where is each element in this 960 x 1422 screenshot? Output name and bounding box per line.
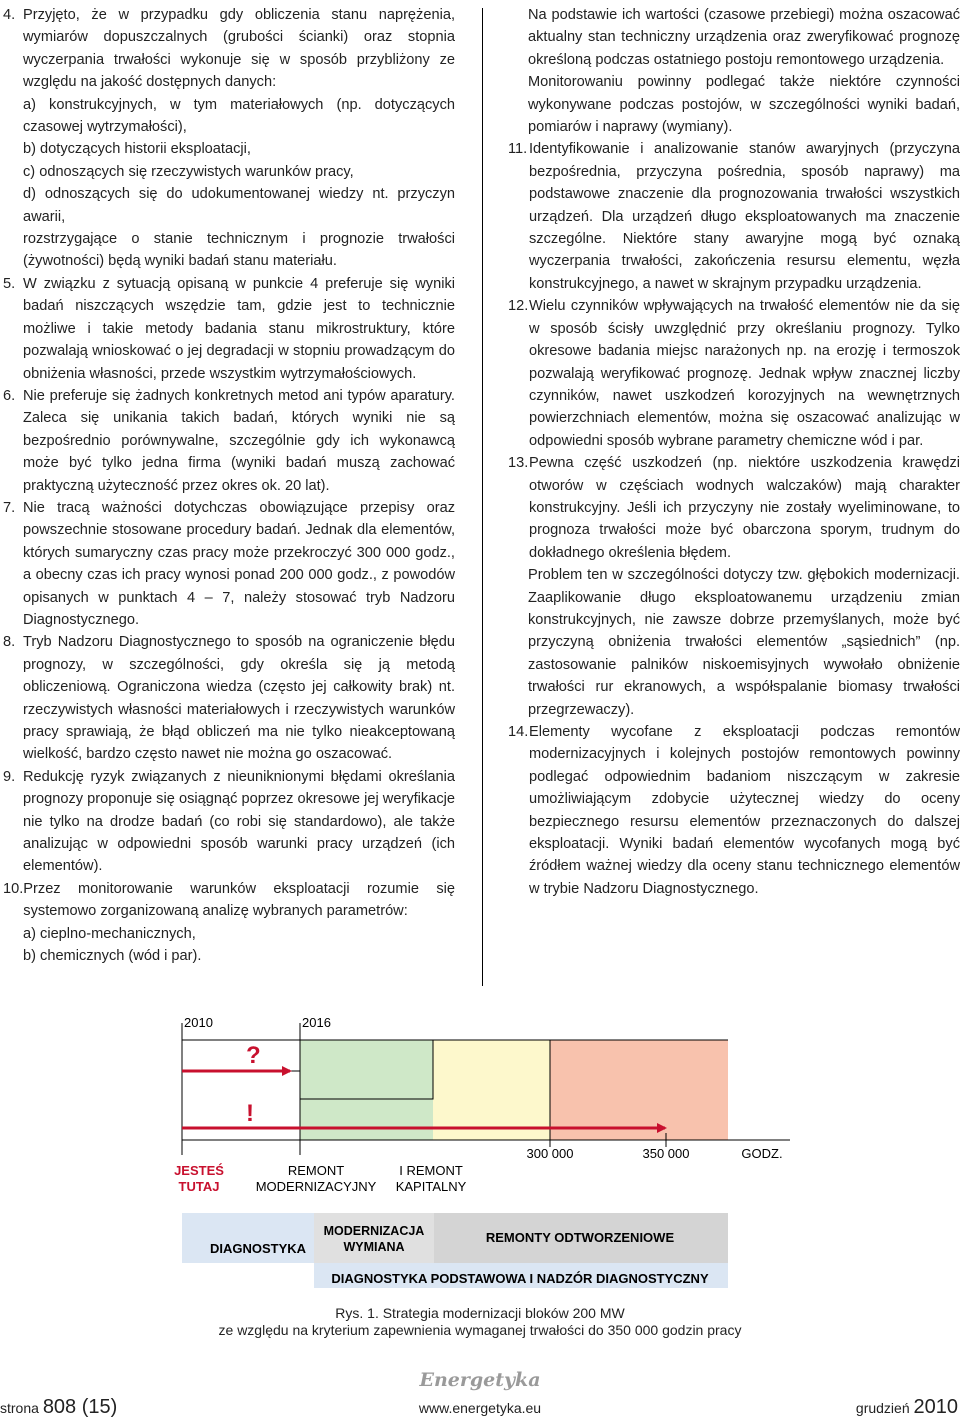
year-2016: 2016 xyxy=(302,1015,331,1030)
item-text: Monitorowaniu powinny podlegać także niektóre czynności wykonywane podczas postojów, w szczególności wyniki badań, pomiarów i naprawy (wymiany). xyxy=(528,74,960,136)
axis-unit: GODZ. xyxy=(741,1146,783,1161)
box-nadzor-label: DIAGNOSTYKA PODSTAWOWA I NADZÓR DIAGNOSTYCZNY xyxy=(331,1271,709,1286)
left-paragraph xyxy=(3,138,455,160)
right-paragraph xyxy=(508,138,960,295)
issue-date xyxy=(856,1396,958,1419)
issue-month: grudzień xyxy=(855,1400,910,1416)
right-paragraph xyxy=(508,295,960,452)
left-paragraph xyxy=(3,631,455,765)
caption-line2: ze względu na kryterium zapewnienia wymaganej trwałości do 350 000 godzin pracy xyxy=(218,1322,742,1338)
item-number: 6. xyxy=(3,387,16,404)
box-modernizacja xyxy=(314,1213,434,1263)
issue-year: 2010 xyxy=(913,1396,958,1418)
left-paragraph xyxy=(3,878,455,923)
item-text: b) dotyczących historii eksploatacji, xyxy=(23,141,251,158)
item-number: 14. xyxy=(508,724,529,740)
remont-kap-2: KAPITALNY xyxy=(395,1179,467,1194)
page-number-value: 808 (15) xyxy=(42,1396,118,1418)
item-text: Nie preferuje się żadnych konkretnych metod ani typów aparatury. Zaleca się unikania takich badań, których wyniki nie są bezpośrednio porównywalne, szczególnie gdy ich wykonawcą może być tylko jedna firma (wyniki badań muszą zachować praktyczną użyteczność przez okres ok. 20 lat). xyxy=(23,387,455,494)
you-are-here-2: TUTAJ xyxy=(178,1179,220,1194)
left-paragraph xyxy=(3,497,455,631)
year-2010: 2010 xyxy=(184,1015,213,1030)
item-text: Przez monitorowanie warunków eksploatacji rozumie się systemowo zorganizowaną analizę wybranych parametrów: xyxy=(23,880,455,920)
strategy-diagram xyxy=(0,1005,960,1305)
item-number: 10. xyxy=(3,880,24,897)
item-text: Redukcję ryzyk związanych z nieuniknionymi błędami określania prognozy proponuje się osiągnąć poprzez okresowe jej weryfikacje nie tylko na drodze badań (co robi się standardowo), ale także analizując w odpowiedni sposób warunki pracy urządzeń (ich elementów). xyxy=(23,768,455,875)
box-modernizacja-2: WYMIANA xyxy=(343,1240,405,1254)
zone-yellow xyxy=(433,1040,550,1140)
item-text: Wielu czynników wpływających na trwałość elementów nie da się w sposób ścisły uwzględnić przy określaniu prognozy. Tylko okresowe badania miejsc narażonych np. na erozję i termoszok pozwalają weryfikować prognozę. Jednak wpływ znacznej liczby czynników, nawet uszkodzeń korozyjnych na wewnętrznych powierzchniach elementów, można się oszacować analizując w odpowiedni sposób wybrane parametry chemiczne wód i par. xyxy=(529,298,960,449)
box-diagnostyka-label: DIAGNOSTYKA xyxy=(209,1241,307,1256)
item-text: a) cieplno-mechanicznych, xyxy=(23,925,196,942)
left-paragraph xyxy=(3,161,455,183)
item-text: Identyfikowanie i analizowanie stanów awaryjnych (przyczyna bezpośrednia, przyczyna pośrednia, sposób naprawy) ma podstawowe znaczenie dla prognozowania trwałości wszystkich urządzeń. Dla urządzeń długo eksploatowanych ma znaczenie szczególne. Niektóre stany awaryjne mogą być oznaką wyczerpania trwałości, zakończenia resursu elementu, węzła konstrukcyjnego, a nawet w skrajnym przypadku urządzenia. xyxy=(529,141,960,292)
item-number: 7. xyxy=(3,499,16,516)
left-paragraph xyxy=(3,4,455,94)
left-paragraph xyxy=(3,385,455,497)
item-text: Problem ten w szczególności dotyczy tzw. głębokich modernizacji. Zaaplikowanie długo eksploatowanemu urządzeniu zmian konstrukcyjnych, nie zawsze dobrze przemyślanych, może być przyczyną obniżenia trwałości elementów „sąsiednich” (np. zastosowanie palników niskoemisyjnych wywołało obniżenie trwałości rur ekranowych, a współspalanie biomasy trwałości przegrzewaczy). xyxy=(528,567,960,718)
box-remonty-label: REMONTY ODTWORZENIOWE xyxy=(485,1230,675,1245)
right-paragraph xyxy=(508,4,960,71)
you-are-here-1: JESTEŚ xyxy=(174,1163,224,1178)
page-word: strona xyxy=(0,1400,39,1416)
left-paragraph xyxy=(3,766,455,878)
left-paragraph xyxy=(3,273,455,385)
item-text: Na podstawie ich wartości (czasowe przebiegi) można oszacować aktualny stan techniczny urządzenia oraz zweryfikować prognozę określoną podczas ostatniego postoju remontowego urządzenia. xyxy=(528,7,960,68)
right-paragraph xyxy=(508,721,960,900)
zone-green xyxy=(300,1040,433,1140)
item-number: 4. xyxy=(3,7,16,23)
item-number: 11. xyxy=(508,141,528,158)
exclamation-mark: ! xyxy=(246,1100,254,1127)
item-text: c) odnoszących się rzeczywistych warunków pracy, xyxy=(23,163,354,180)
left-paragraph xyxy=(3,945,455,967)
left-column xyxy=(3,4,455,967)
item-text: d) odnoszących się do udokumentowanej wiedzy nt. przyczyn awarii, xyxy=(23,186,455,225)
right-paragraph xyxy=(508,564,960,721)
item-text: Nie tracą ważności dotychczas obowiązujące przepisy oraz powszechnie stosowane procedury badań. Jednak dla elementów, których sumaryczny czas pracy może przekroczyć 300 000 godz., a obecny czas ich pracy wynosi ponad 200 000 godz., z powodów opisanych w punktach 4 – 7, należy stosować tryb Nadzoru Diagnostycznego. xyxy=(23,499,455,628)
caption-line1: Rys. 1. Strategia modernizacji bloków 200 MW xyxy=(335,1305,625,1321)
tick-label-300k: 300 000 xyxy=(526,1146,574,1161)
tick-label-350k: 350 000 xyxy=(642,1146,690,1161)
item-text: W związku z sytuacją opisaną w punkcie 4 preferuje się wyniki badań niszczących wszędzie tam, gdzie jest to technicznie możliwe i takie metody badania stanu mikrostruktury, które pozwalają wnioskować o jej degradacji w stopniu prowadzącym do obniżenia własności, przede wszystkim wytrzymałościowych. xyxy=(23,275,455,382)
item-number: 12. xyxy=(508,298,529,315)
item-text: Elementy wycofane z eksploatacji podczas remontów modernizacyjnych i kolejnych postojów remontowych powinny podlegać odpowiednim badaniom niszczącym w zakresie umożliwiającym zdobycie użytecznej wiedzy do oceny bezpiecznego resursu elementów przeznaczonych do dalszej eksploatacji. Wyniki badań elementów wycofanych mogą być źródłem ważnej wiedzy dla oceny stanu technicznego elementów w trybie Nadzoru Diagnostycznego. xyxy=(529,724,960,897)
item-text: Przyjęto, że w przypadku gdy obliczenia stanu naprężenia, wymiarów dopuszczalnych (grubości ścianki) oraz stopnia wyczerpania trwałości wykonuje się w sposób przybliżony ze względu na jakość dostępnych danych: xyxy=(23,7,455,91)
figure-caption xyxy=(0,1305,960,1339)
question-mark: ? xyxy=(246,1042,261,1069)
left-paragraph xyxy=(3,228,455,273)
page-number xyxy=(0,1396,117,1419)
item-text: Tryb Nadzoru Diagnostycznego to sposób na ograniczenie błędu prognozy, w szczególności, gdy określa się ją metodą obliczeniową. Ograniczona wiedza (często jej całkowity brak) nt. rzeczywistych własności materiałowych i rzeczywistych warunków pracy sprawiają, że błąd obliczeń ma nie tylko nieakceptowaną wielkość, bardzo często nawet nie można go oszacować. xyxy=(23,634,455,763)
left-paragraph xyxy=(3,94,455,139)
left-paragraph xyxy=(3,923,455,945)
item-text: a) konstrukcyjnych, w tym materiałowych (np. dotyczących czasowej wytrzymałości), xyxy=(23,96,455,136)
remont-mod-1: REMONT xyxy=(287,1163,345,1178)
item-text: Pewna część uszkodzeń (np. niektóre uszkodzenia krawędzi otworów w częściach wodnych walczaków) mają charakter konstrukcyjny. Jeśli ich przyczyny nie zostały wyeliminowane, to prognoza trwałości może być obarczona sporym, trudnym do dokładnego określenia błędem. xyxy=(529,455,960,561)
right-column xyxy=(508,4,960,900)
zone-red xyxy=(550,1040,728,1140)
item-number: 5. xyxy=(3,275,16,292)
item-text: b) chemicznych (wód i par). xyxy=(23,948,202,965)
remont-kap-1: I REMONT xyxy=(399,1163,463,1178)
upper-path xyxy=(182,1040,300,1071)
logo-text: Energetyka xyxy=(419,1369,541,1391)
item-number: 8. xyxy=(3,634,16,651)
right-paragraph xyxy=(508,452,960,564)
column-separator xyxy=(482,8,483,986)
item-text: rozstrzygające o stanie technicznym i prognozie trwałości (żywotności) będą wyniki badań stanu materiału. xyxy=(23,231,455,270)
right-paragraph xyxy=(508,71,960,138)
left-paragraph xyxy=(3,183,455,228)
energetyka-logo xyxy=(419,1366,541,1394)
item-number: 9. xyxy=(3,768,16,785)
website-link[interactable]: www.energetyka.eu xyxy=(418,1400,542,1416)
remont-mod-2: MODERNIZACYJNY xyxy=(255,1179,377,1194)
box-modernizacja-1: MODERNIZACJA xyxy=(323,1224,425,1238)
item-number: 13. xyxy=(508,455,529,472)
